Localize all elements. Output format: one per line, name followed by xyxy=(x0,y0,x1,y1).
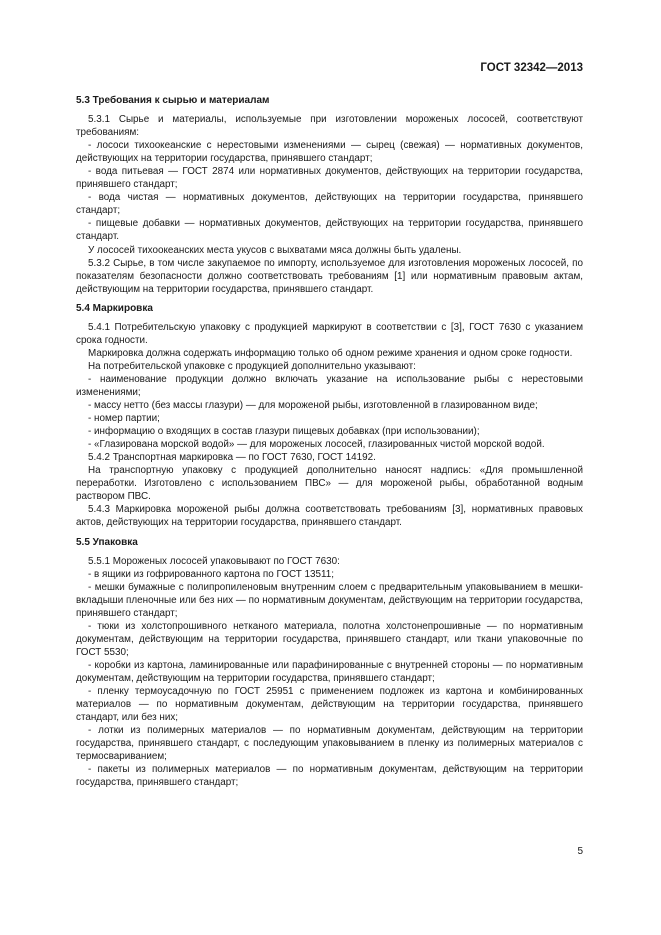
paragraph: 5.3.1 Сырье и материалы, используемые при изготовлении мороженых лососей, соответствуют требованиям: xyxy=(76,114,583,139)
list-item: - информацию о входящих в состав глазури пищевых добавках (при использовании); xyxy=(88,426,480,438)
paragraph: Маркировка должна содержать информацию только об одном режиме хранения и одном сроке годности. xyxy=(88,347,573,359)
list-item: - вода питьевая — ГОСТ 2874 или нормативных документов, действующих на территории государства, принявшего стандарт; xyxy=(76,166,583,191)
list-item: - в ящики из гофрированного картона по ГОСТ 13511; xyxy=(88,568,335,580)
section-heading: 5.4 Маркировка xyxy=(76,302,153,314)
paragraph: 5.3.2 Сырье, в том числе закупаемое по импорту, используемое для изготовления мороженых лососей, по показателям безопасности должно соответствовать требованиям [1] или нормативным правовым актам, действующим на территории государства, принявшего стандарт. xyxy=(76,257,583,295)
list-item: - пленку термоусадочную по ГОСТ 25951 с применением подложек из картона и комбинированных материалов — по нормативным документам, действующим на территории государства, принявшего стандарт, или без них; xyxy=(76,686,583,724)
list-item: - вода чистая — нормативных документов, действующих на территории государства, принявшего стандарт; xyxy=(76,192,583,217)
list-item: - номер партии; xyxy=(88,413,160,425)
list-item: - лососи тихоокеанские с нерестовыми изменениями — сырец (свежая) — нормативных документов, действующих на территории государства, принявшего стандарт; xyxy=(76,140,583,165)
list-item: - пищевые добавки — нормативных документов, действующих на территории государства, принявшего стандарт. xyxy=(76,218,583,243)
section-heading: 5.3 Требования к сырью и материалам xyxy=(76,95,270,106)
paragraph: 5.4.2 Транспортная маркировка — по ГОСТ 7630, ГОСТ 14192. xyxy=(88,452,376,464)
list-item: - коробки из картона, ламинированные или парафинированные с внутренней стороны — по нормативным документам, действующим на территории государства, принявшего стандарт; xyxy=(76,659,583,684)
list-item: - мешки бумажные с полипропиленовым внутренним слоем с предварительным упаковыванием в мешки-вкладыши пленочные или без них — по нормативным документам, действующим на территории государства, принявшего стандарт; xyxy=(76,581,583,619)
standard-header: ГОСТ 32342—2013 xyxy=(480,62,583,74)
list-item: - массу нетто (без массы глазури) — для мороженой рыбы, изготовленной в глазированном виде; xyxy=(88,400,538,412)
list-item: - тюки из холстопрошивного нетканого материала, полотна холстонепрошивные — по нормативным документам, действующим на территории государства, принявшего стандарт, или ткани упаковочные по ГОСТ 5530; xyxy=(76,620,583,658)
paragraph: У лососей тихоокеанских места укусов с выхватами мяса должны быть удалены. xyxy=(88,244,462,256)
list-item: - наименование продукции должно включать указание на использование рыбы с нерестовыми изменениями; xyxy=(76,373,583,398)
page-number: 5 xyxy=(577,846,583,857)
section-heading: 5.5 Упаковка xyxy=(76,536,138,548)
paragraph: На транспортную упаковку с продукцией дополнительно наносят надпись: «Для промышленной переработки. Изготовлено с использованием ПВС» — для мороженой рыбы, обработанной водным раствором ПВС. xyxy=(76,465,583,503)
document-body xyxy=(76,94,583,789)
paragraph: На потребительской упаковке с продукцией дополнительно указывают: xyxy=(88,360,416,372)
list-item: - «Глазирована морской водой» — для мороженых лососей, глазированных чистой морской водой. xyxy=(88,439,545,451)
list-item: - пакеты из полимерных материалов — по нормативным документам, действующим на территории государства, принявшего стандарт; xyxy=(76,764,583,789)
list-item: - лотки из полимерных материалов — по нормативным документам, действующим на территории государства, принявшего стандарт, с последующим упаковыванием в пленку из полимерных материалов с термосвариванием; xyxy=(76,725,583,763)
paragraph: 5.5.1 Мороженых лососей упаковывают по ГОСТ 7630: xyxy=(88,555,340,567)
paragraph: 5.4.3 Маркировка мороженой рыбы должна соответствовать требованиям [3], нормативных правовых актов, действующих на территории государства, принявшего стандарт. xyxy=(76,504,583,529)
paragraph: 5.4.1 Потребительскую упаковку с продукцией маркируют в соответствии с [3], ГОСТ 7630 с указанием срока годности. xyxy=(76,321,583,346)
